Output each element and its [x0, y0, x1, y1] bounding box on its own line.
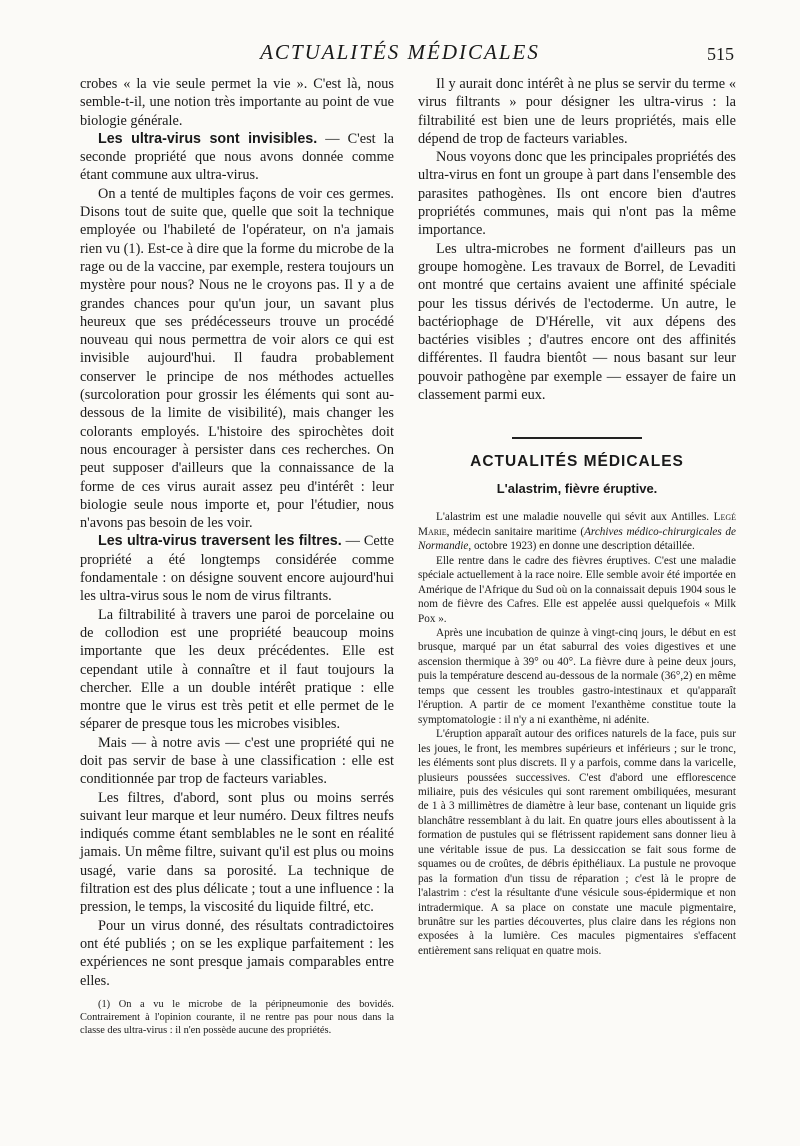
right-column: [418, 75, 736, 958]
paragraph: Les ultra-microbes ne forment d'ailleurs pas un groupe homogène. Les travaux de Borrel, de Levaditi ont montré que certains avaient une affinité spéciale pour les tissus dérivés de l'ectoderme. Un autre, le bactériophage de D'Hérelle, vit aux dépens des bactéries visibles ; d'autres encore ont des affinités différentes. Il faudra bientôt — nous basant sur leur pouvoir pathogène par exemple — essayer de faire un classement parmi eux.: [418, 240, 736, 404]
paragraph: Après une incubation de quinze à vingt-cinq jours, le début en est brusque, marqué par un état saburral des voies digestives et une ascension thermique à 39° ou 40°. La fièvre dure à peine deux jours, puis la température descend au-dessous de la normale (36°,2) en même temps que cessent les troubles gastro-intestinaux et qu'apparaît l'éruption. A partir de ce moment l'exanthème constitue toute la symptomatologie : il n'y a ni exanthème, ni adénite.: [418, 626, 736, 726]
journal-title: Archives médico-chirurgicales de Normandie: [418, 525, 736, 553]
running-head: ACTUALITÉS MÉDICALES: [260, 40, 540, 64]
paragraph: Pour un virus donné, des résultats contradictoires ont été publiés ; on se les explique parfaitement : les expériences ne sont presque jamais comparables entre elles.: [80, 917, 394, 989]
footnote: (1) On a vu le microbe de la péripneumonie des bovidés. Contrairement à l'opinion courante, il ne rentre pas pour nous dans la classe des ultra-virus : il n'en possède aucune des propriétés.: [80, 998, 394, 1036]
section-title: ACTUALITÉS MÉDICALES: [470, 453, 684, 471]
paragraph: Nous voyons donc que les principales propriétés des ultra-virus en font un groupe à part dans l'ensemble des parasites pathogènes. Ils ont encore bien d'autres propriétés communes, mais qui n'ont pas la même importance.: [418, 149, 736, 239]
text-span: L'alastrim est une maladie nouvelle qui sévit aux Antilles.: [436, 511, 714, 524]
paragraph: Il y aurait donc intérêt à ne plus se servir du terme « virus filtrants » pour désigner les ultra-virus : la filtrabilité est bien une de leurs propriétés, mais elle dépend de trop de facteurs variables.: [418, 76, 736, 147]
article-body: [418, 510, 736, 958]
paragraph: [80, 130, 394, 185]
page-number: 515: [707, 44, 734, 64]
left-column: [80, 75, 394, 1037]
paragraph: [418, 510, 736, 553]
paragraph: L'éruption apparaît autour des orifices naturels de la face, puis sur les joues, le front, les membres supérieurs et inférieurs ; sur le tronc, les éléments sont plus discrets. Il y a parfois, comme dans la varicelle, plusieurs poussées successives. C'est d'abord une efflorescence miliaire, puis des vésicules qui sont rarement ombiliquées, mesurant de 1 à 3 millimètres de diamètre à leur base, contenant un liquide gris blanchâtre ressemblant à du lait. En quatre jours elles aboutissent à la formation de pustules qui se flétrissent rapidement sans donner lieu à une véritable issue de pus. La dessiccation se fait sous forme de squames ou de croûtes, de débris épithéliaux. La pustule ne provoque pas la formation d'un tissu de réparation ; c'est là le propre de l'alastrim : c'est la résultante d'une vésicule sous-épidermique et non intradermique. A sa place on constate une macule pigmentaire, brunâtre sur les parties découvertes, plus claire dans les régions non exposées à la lumière. Ces macules pigmentaires s'effacent entièrement sans reliquat en quatre mois.: [418, 728, 736, 957]
paragraph: [80, 532, 394, 605]
paragraph-text: — C'est la seconde propriété que nous avons donnée comme étant commune aux ultra-virus.: [80, 130, 394, 184]
paragraph: Elle rentre dans le cadre des fièvres éruptives. C'est une maladie spéciale actuellement à la race noire. Elle semble avoir été importée en Amérique de l'Afrique du Sud où on la connaissait depuis 1904 sous le nom de fièvre des Cafres. Elle est appelée aussi quelquefois « Milk Pox ».: [418, 554, 736, 625]
text-span: , octobre 1923) en donne une description détaillée.: [468, 540, 695, 553]
paragraph: crobes « la vie seule permet la vie ». C'est là, nous semble-t-il, une notion très importante au point de vue biologie générale.: [80, 76, 394, 129]
paragraph-lead: Les ultra-virus sont invisibles.: [98, 130, 318, 147]
author-name: Legé Marie: [418, 511, 736, 538]
paragraph: Les filtres, d'abord, sont plus ou moins serrés suivant leur marque et leur numéro. Deux filtres neufs indiqués comme étant semblables ne le sont en réalité jamais. Un même filtre, suivant qu'il est plus ou moins usagé, varie dans sa porosité. La technique de filtration est des plus délicate ; tout a une influence : la pression, le temps, la viscosité du liquide filtré, etc.: [80, 789, 394, 916]
section-divider: [512, 437, 642, 439]
text-span: , médecin sanitaire maritime (: [446, 525, 585, 538]
paragraph-lead: Les ultra-virus traversent les filtres.: [98, 533, 342, 550]
paragraph: Mais — à notre avis — c'est une propriété qui ne doit pas servir de base à une classification : elle est conditionnée par trop de facteurs variables.: [80, 734, 394, 788]
paragraph: On a tenté de multiples façons de voir ces germes. Disons tout de suite que, quelle que soit la technique employée ou l'habileté de l'opérateur, on n'a jamais rien vu (1). Est-ce à dire que la forme du microbe de la rage ou de la vaccine, par exemple, restera toujours un mystère pour nous? Nous ne le croyons pas. Il y a de grandes chances pour qu'un jour, un savant plus heureux que ses prédécesseurs trouve un procédé nouveau qui nous permettra de voir alors ce qui est invisible aujourd'hui. Il faudra probablement conserver le principe de nos méthodes actuelles (surcoloration pour grossir les éléments qui sont au-dessous de la limite de visibilité), mais changer les colorants employés. L'histoire des spirochètes doit nous encourager à persister dans ces recherches. On peut supposer d'ailleurs que la connaissance de la forme de ces virus aurait assez peu d'intérêt : leur biologie seule nous importe et, pour l'étudier, nous n'avons pas besoin de les voir.: [80, 185, 395, 532]
article-continuation: [418, 75, 736, 404]
paragraph-text: — Cette propriété a été longtemps considérée comme fondamentale : on désigne souvent encore aujourd'hui les ultra-virus sous le nom de virus filtrants.: [80, 533, 394, 605]
paragraph: La filtrabilité à travers une paroi de porcelaine ou de collodion est une propriété beaucoup moins importante que les deux précédentes. Elle est cependant utile à connaître et il faut toujours la chercher. Elle a un double intérêt pratique : elle montre que le virus est très petit et elle permet de le séparer de presque tous les microbes visibles.: [80, 606, 394, 733]
article-title: L'alastrim, fièvre éruptive.: [496, 481, 658, 497]
